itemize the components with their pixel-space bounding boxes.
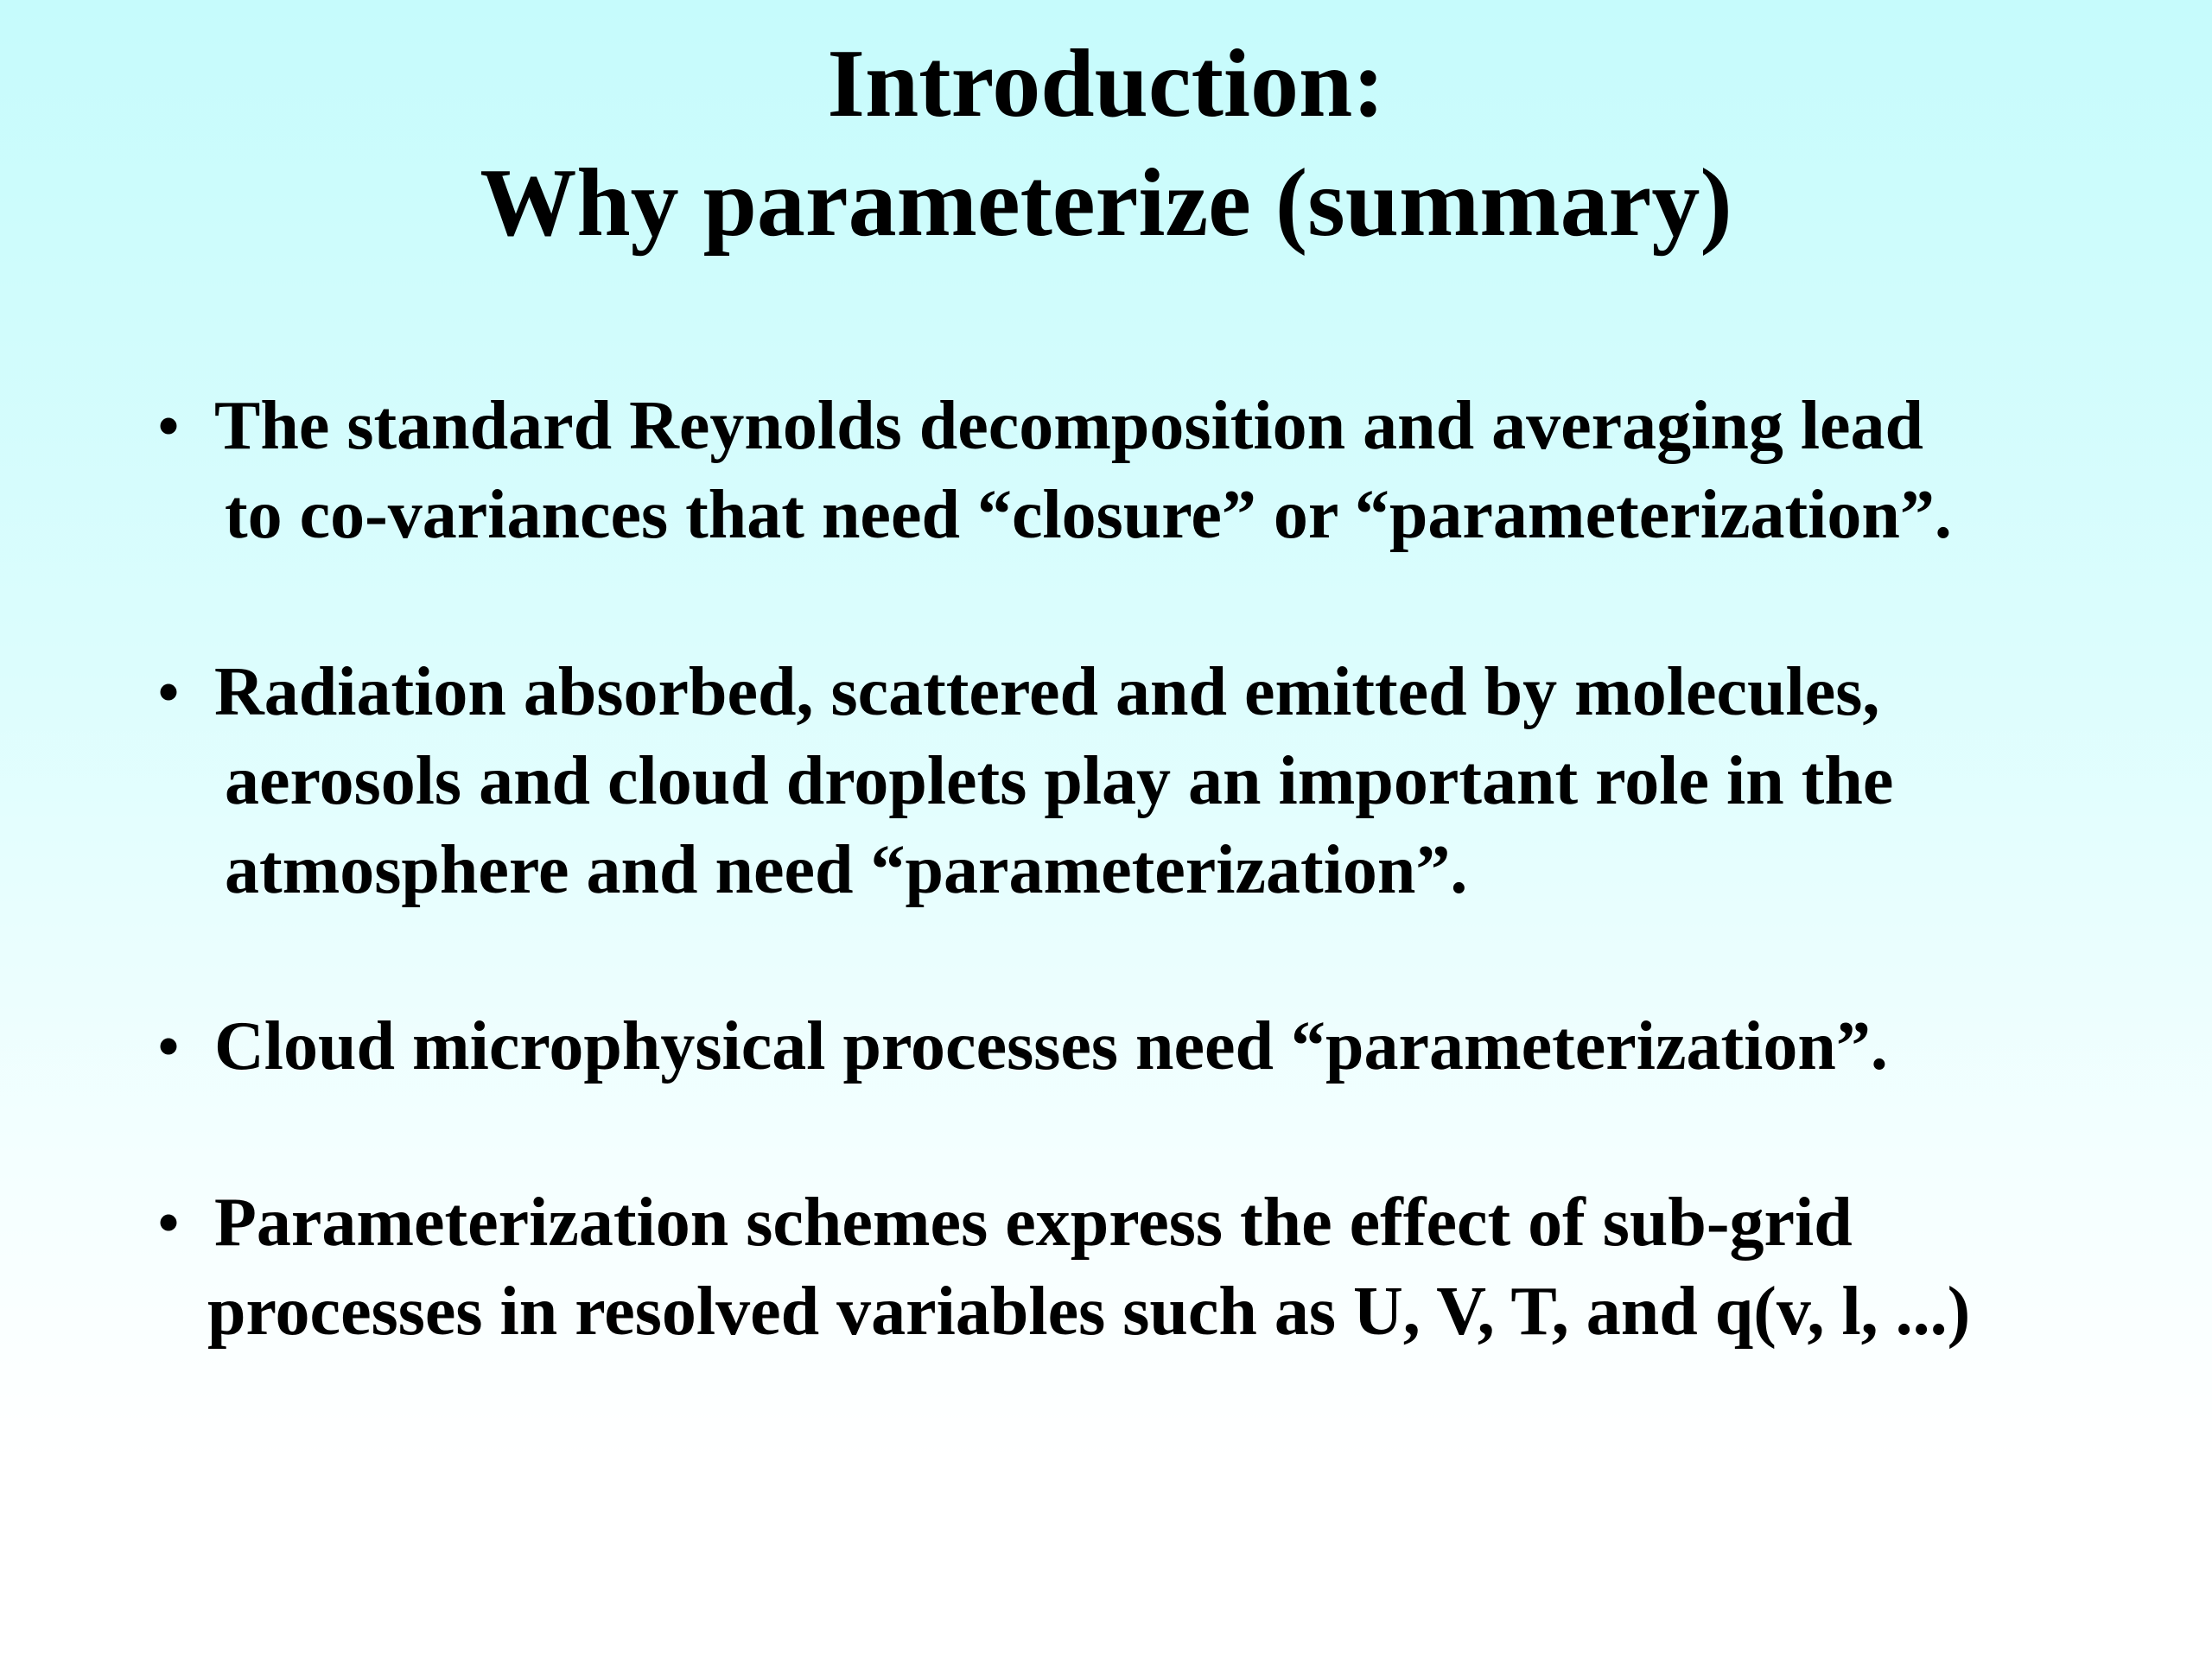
bullet-marker: • bbox=[157, 659, 180, 726]
bullet-line: Radiation absorbed, scattered and emitted by molecules, bbox=[214, 654, 1880, 730]
bullet-item-cloud-microphysics bbox=[147, 1002, 1888, 1091]
bullet-item-parameterization-schemes bbox=[147, 1179, 1970, 1357]
bullet-line: processes in resolved variables such as U, V, T, and q(v, l, ...) bbox=[207, 1274, 1971, 1350]
bullet-item-reynolds bbox=[147, 382, 1952, 560]
bullet-marker: • bbox=[157, 1190, 180, 1256]
bullet-marker: • bbox=[157, 393, 180, 460]
bullet-marker: • bbox=[157, 1014, 180, 1080]
bullet-line: Cloud microphysical processes need “parameterization”. bbox=[214, 1008, 1888, 1084]
bullet-line: atmosphere and need “parameterization”. bbox=[225, 832, 1468, 908]
bullet-line: aerosols and cloud droplets play an important role in the bbox=[225, 743, 1894, 819]
bullet-item-radiation bbox=[147, 648, 1893, 915]
bullet-line: to co-variances that need “closure” or “parameterization”. bbox=[225, 477, 1952, 553]
bullet-line: Parameterization schemes express the effect of sub-grid bbox=[214, 1185, 1853, 1261]
bullet-line: The standard Reynolds decomposition and averaging lead bbox=[214, 388, 1924, 464]
title-line-1: Introduction: bbox=[827, 30, 1385, 137]
title-line-2: Why parameterize (summary) bbox=[480, 149, 1732, 257]
